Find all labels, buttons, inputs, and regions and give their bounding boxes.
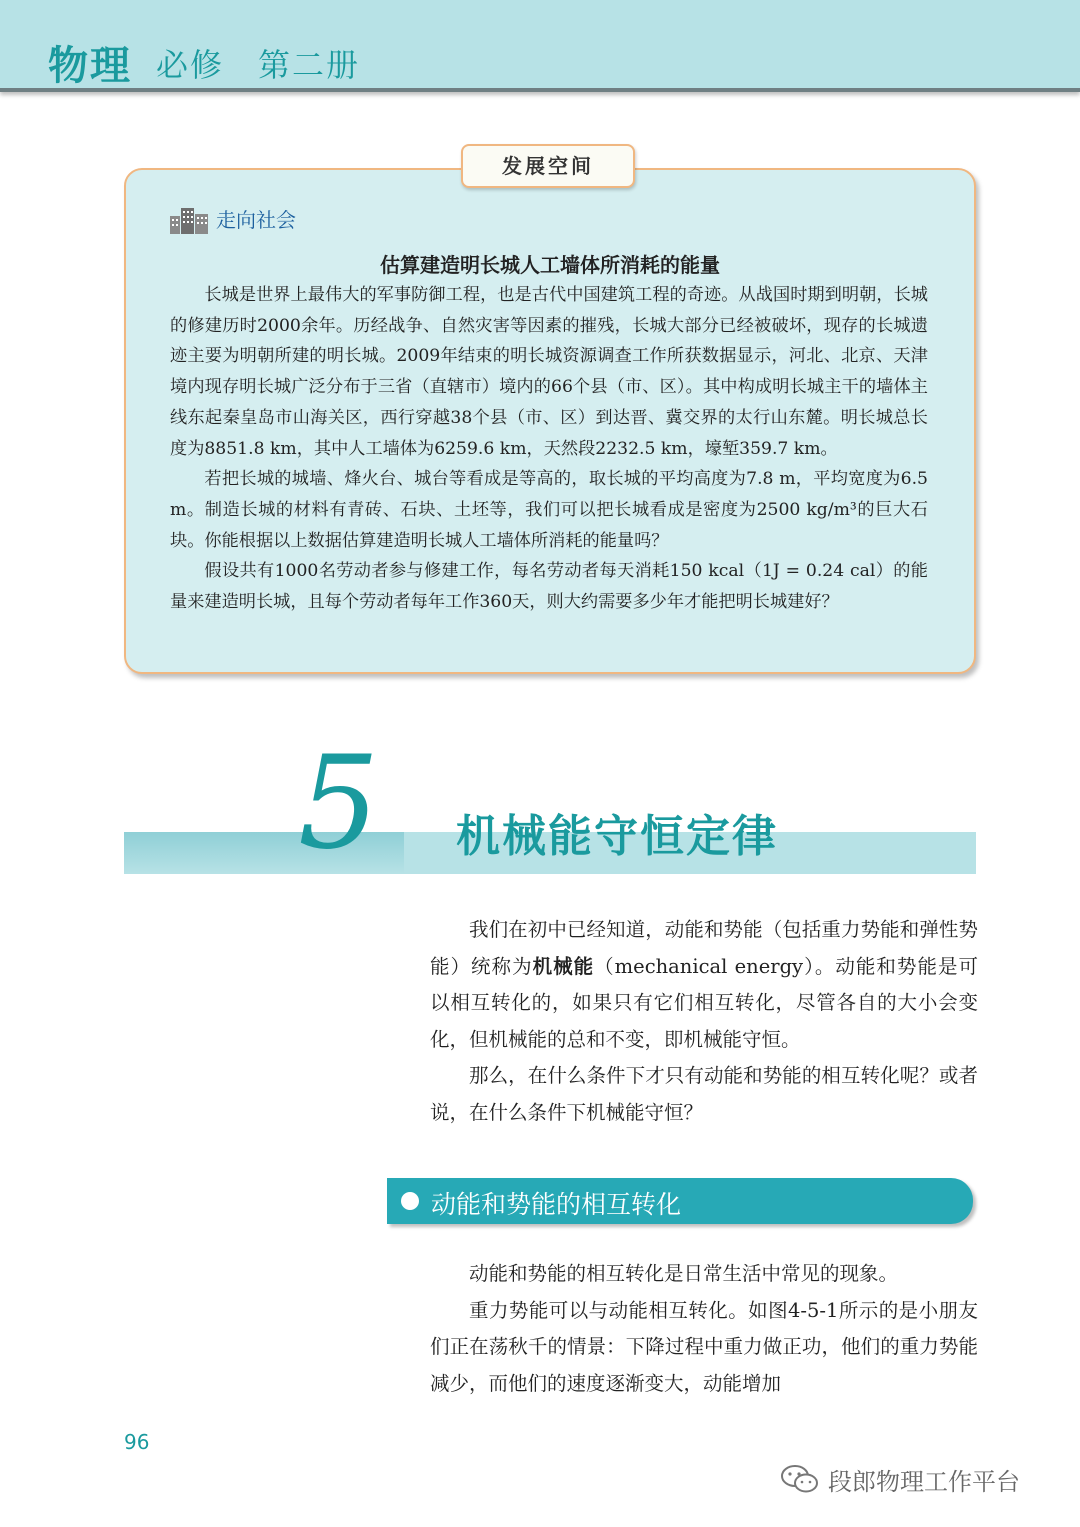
wechat-icon [780, 1464, 820, 1494]
volume-label: 第二册 [258, 46, 361, 84]
box-paragraph: 长城是世界上最伟大的军事防御工程，也是古代中国建筑工程的奇迹。从战国时期到明朝，长城的修建历时2000余年。历经战争、自然灾害等因素的摧残，长城大部分已经被破坏，现存的长城遗迹主要为明朝所建的明长城。2009年结束的明长城资源调查工作所获数据显示，河北、北京、天津境内现存明长城广泛分布于三省（直辖市）境内的66个县（市、区）。其中构成明长城主干的墙体主线东起秦皇岛市山海关区，西行穿越38个县（市、区）到达晋、冀交界的太行山东麓。明长城总长度为8851.8 km，其中人工墙体为6259.6 km，天然段2232.5 km，壕堑359.7 km。 [170, 285, 928, 459]
intro-text-part: （mechanical energy）。动能和势能是可以相互转化的，如果只有它们相互转化，尽管各自的大小会变化，但机械能的总和不变，即机械能守恒。 [430, 954, 978, 1051]
section-paragraph: 动能和势能的相互转化是日常生活中常见的现象。 [469, 1262, 899, 1285]
box-tab-label: 发展空间 [461, 144, 635, 188]
box-title: 估算建造明长城人工墙体所消耗的能量 [380, 253, 720, 277]
section-title: 动能和势能的相互转化 [431, 1190, 682, 1219]
building-icon [170, 206, 208, 234]
box-text [170, 280, 928, 618]
page-number: 96 [124, 1430, 150, 1454]
watermark-text: 段郎物理工作平台 [828, 1468, 1020, 1496]
box-paragraph: 假设共有1000名劳动者参与修建工作，每名劳动者每天消耗150 kcal（1J = 0.24 cal）的能量来建造明长城，且每个劳动者每年工作360天，则大约需要多少年才能把明长城建好？ [170, 561, 928, 613]
category-label: 走向社会 [216, 208, 296, 232]
intro-paragraph: 那么，在什么条件下才只有动能和势能的相互转化呢？或者说，在什么条件下机械能守恒？ [430, 1064, 978, 1124]
course-label: 必修 [156, 46, 225, 84]
section-heading [387, 1178, 973, 1224]
intro-text-part: 我们在初中已经知道，动能和势能（包括重力势能和弹性势能）统称为 [430, 918, 978, 978]
section-paragraph: 重力势能可以与动能相互转化。如图4-5-1所示的是小朋友们正在荡秋千的情景：下降过程中重力做正功，他们的重力势能减少，而他们的速度逐渐变大，动能增加 [430, 1298, 978, 1395]
section-text [430, 1256, 978, 1402]
chapter-number: 5 [298, 729, 380, 878]
bullet-dot-icon [401, 1192, 419, 1210]
term-mechanical-energy: 机械能 [532, 954, 595, 978]
box-paragraph: 若把长城的城墙、烽火台、城台等看成是等高的，取长城的平均高度为7.8 m，平均宽度为6.5 m。制造长城的材料有青砖、石块、土坯等，我们可以把长城看成是密度为2500 kg/m³的巨大石块。你能根据以上数据估算建造明长城人工墙体所消耗的能量吗？ [170, 469, 928, 551]
intro-paragraph [430, 912, 978, 1058]
page-header [0, 0, 1080, 92]
subject-title: 物理 [48, 43, 132, 89]
chapter-title: 机械能守恒定律 [456, 811, 778, 862]
intro-text [430, 912, 978, 1131]
